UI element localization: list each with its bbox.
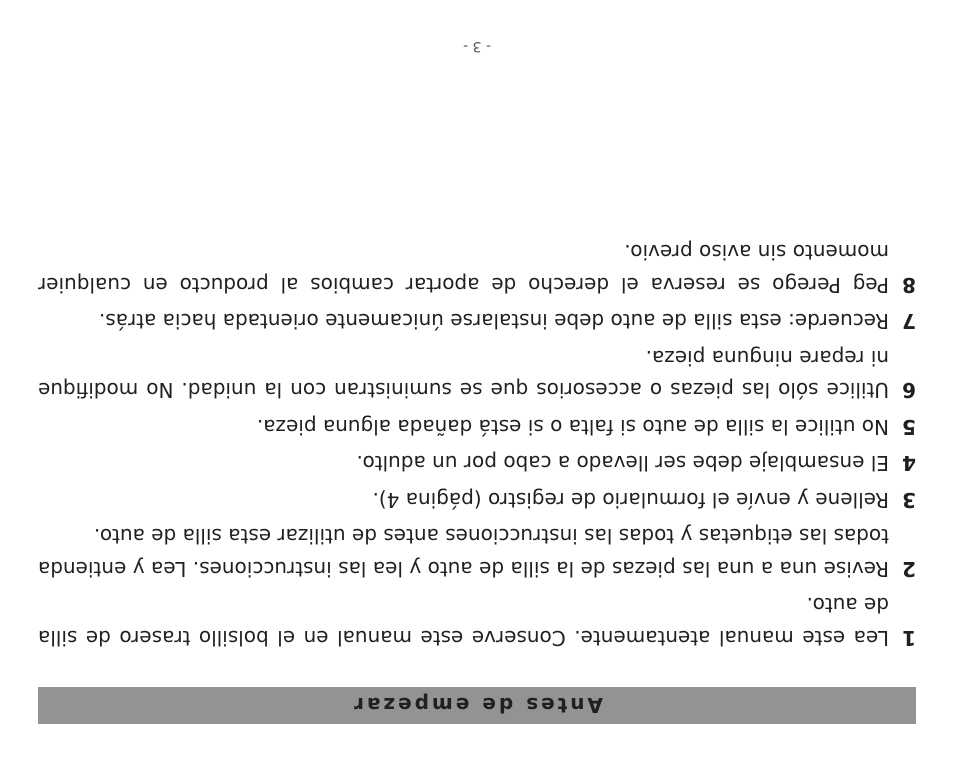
page-number: - 3 -	[463, 38, 491, 54]
list-item	[38, 520, 916, 585]
list-item	[38, 589, 916, 654]
list-item	[38, 411, 916, 444]
item-number: 5	[902, 415, 916, 439]
section-header-bar	[38, 687, 916, 724]
item-number: 4	[902, 451, 916, 476]
item-number: 6	[902, 378, 916, 403]
item-text: Recuerde: esta silla de auto debe instalarse únicamente orientada hacia atrás.	[98, 309, 889, 334]
item-text: Peg Perego se reserva el derecho de aportar cambios al producto en cualquier momento sin aviso previo.	[38, 240, 889, 297]
item-number: 8	[902, 273, 916, 297]
item-number: 7	[902, 309, 916, 334]
list-item	[38, 484, 916, 517]
item-number: 2	[902, 557, 916, 581]
list-item	[38, 342, 916, 407]
item-text: Revise una a una las piezas de la silla de auto y lea las instrucciones. Lea y entienda todas las etiquetas y todas las instrucciones antes de utilizar esta silla de auto.	[38, 524, 889, 581]
item-text: Rellene y envíe el formulario de registro (página 4).	[372, 488, 889, 512]
list-item	[38, 236, 916, 301]
instruction-list	[38, 236, 916, 654]
list-item	[38, 447, 916, 480]
item-text: Lea este manual atentamente. Conserve este manual en el bolsillo trasero de silla de auto.	[38, 593, 889, 650]
item-text: No utilice la silla de auto si falta o si está dañada alguna pieza.	[256, 415, 889, 439]
item-number: 3	[902, 488, 916, 512]
list-item	[38, 305, 916, 338]
item-text: Utilice sólo las piezas o accesorios que se suministran con la unidad. No modifique ni repare ninguna pieza.	[38, 346, 889, 403]
item-text: El ensamblaje debe ser llevado a cabo por un adulto.	[356, 451, 889, 476]
item-number: 1	[902, 626, 916, 650]
section-title: Antes de empezar	[351, 693, 603, 718]
